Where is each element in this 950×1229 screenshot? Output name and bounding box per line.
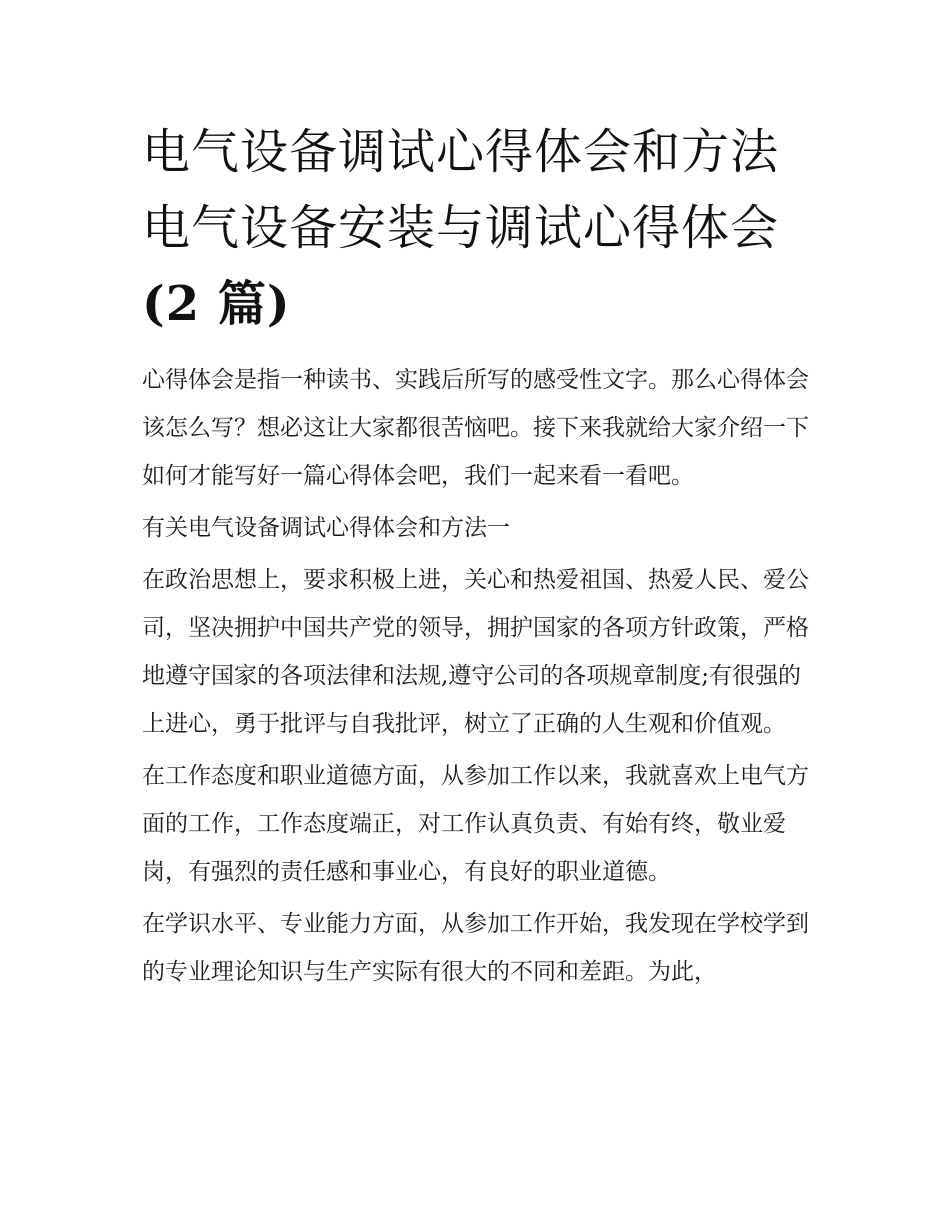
document-body: [142, 356, 822, 1000]
title-line-3: (2 篇): [142, 276, 291, 332]
document-title: [142, 114, 822, 342]
paragraph-political: 在政治思想上，要求积极上进，关心和热爱祖国、热爱人民、爱公司，坚决拥护中国共产党的领导，拥护国家的各项方针政策，严格地遵守国家的各项法律和法规,遵守公司的各项规章制度;有很强的上进心，勇于批评与自我批评，树立了正确的人生观和价值观。: [142, 567, 809, 737]
paragraph-knowledge: 在学识水平、专业能力方面，从参加工作开始，我发现在学校学到的专业理论知识与生产实际有很大的不同和差距。为此，: [142, 911, 809, 985]
section-heading: 有关电气设备调试心得体会和方法一: [142, 515, 510, 541]
paragraph-work-attitude: 在工作态度和职业道德方面，从参加工作以来，我就喜欢上电气方面的工作，工作态度端正，对工作认真负责、有始有终，敬业爱岗，有强烈的责任感和事业心，有良好的职业道德。: [142, 763, 809, 885]
title-line-1: 电气设备调试心得体会和方法: [142, 124, 780, 180]
title-line-2: 电气设备安装与调试心得体会: [142, 200, 780, 256]
paragraph-intro: 心得体会是指一种读书、实践后所写的感受性文字。那么心得体会该怎么写？想必这让大家都很苦恼吧。接下来我就给大家介绍一下如何才能写好一篇心得体会吧，我们一起来看一看吧。: [142, 367, 809, 489]
